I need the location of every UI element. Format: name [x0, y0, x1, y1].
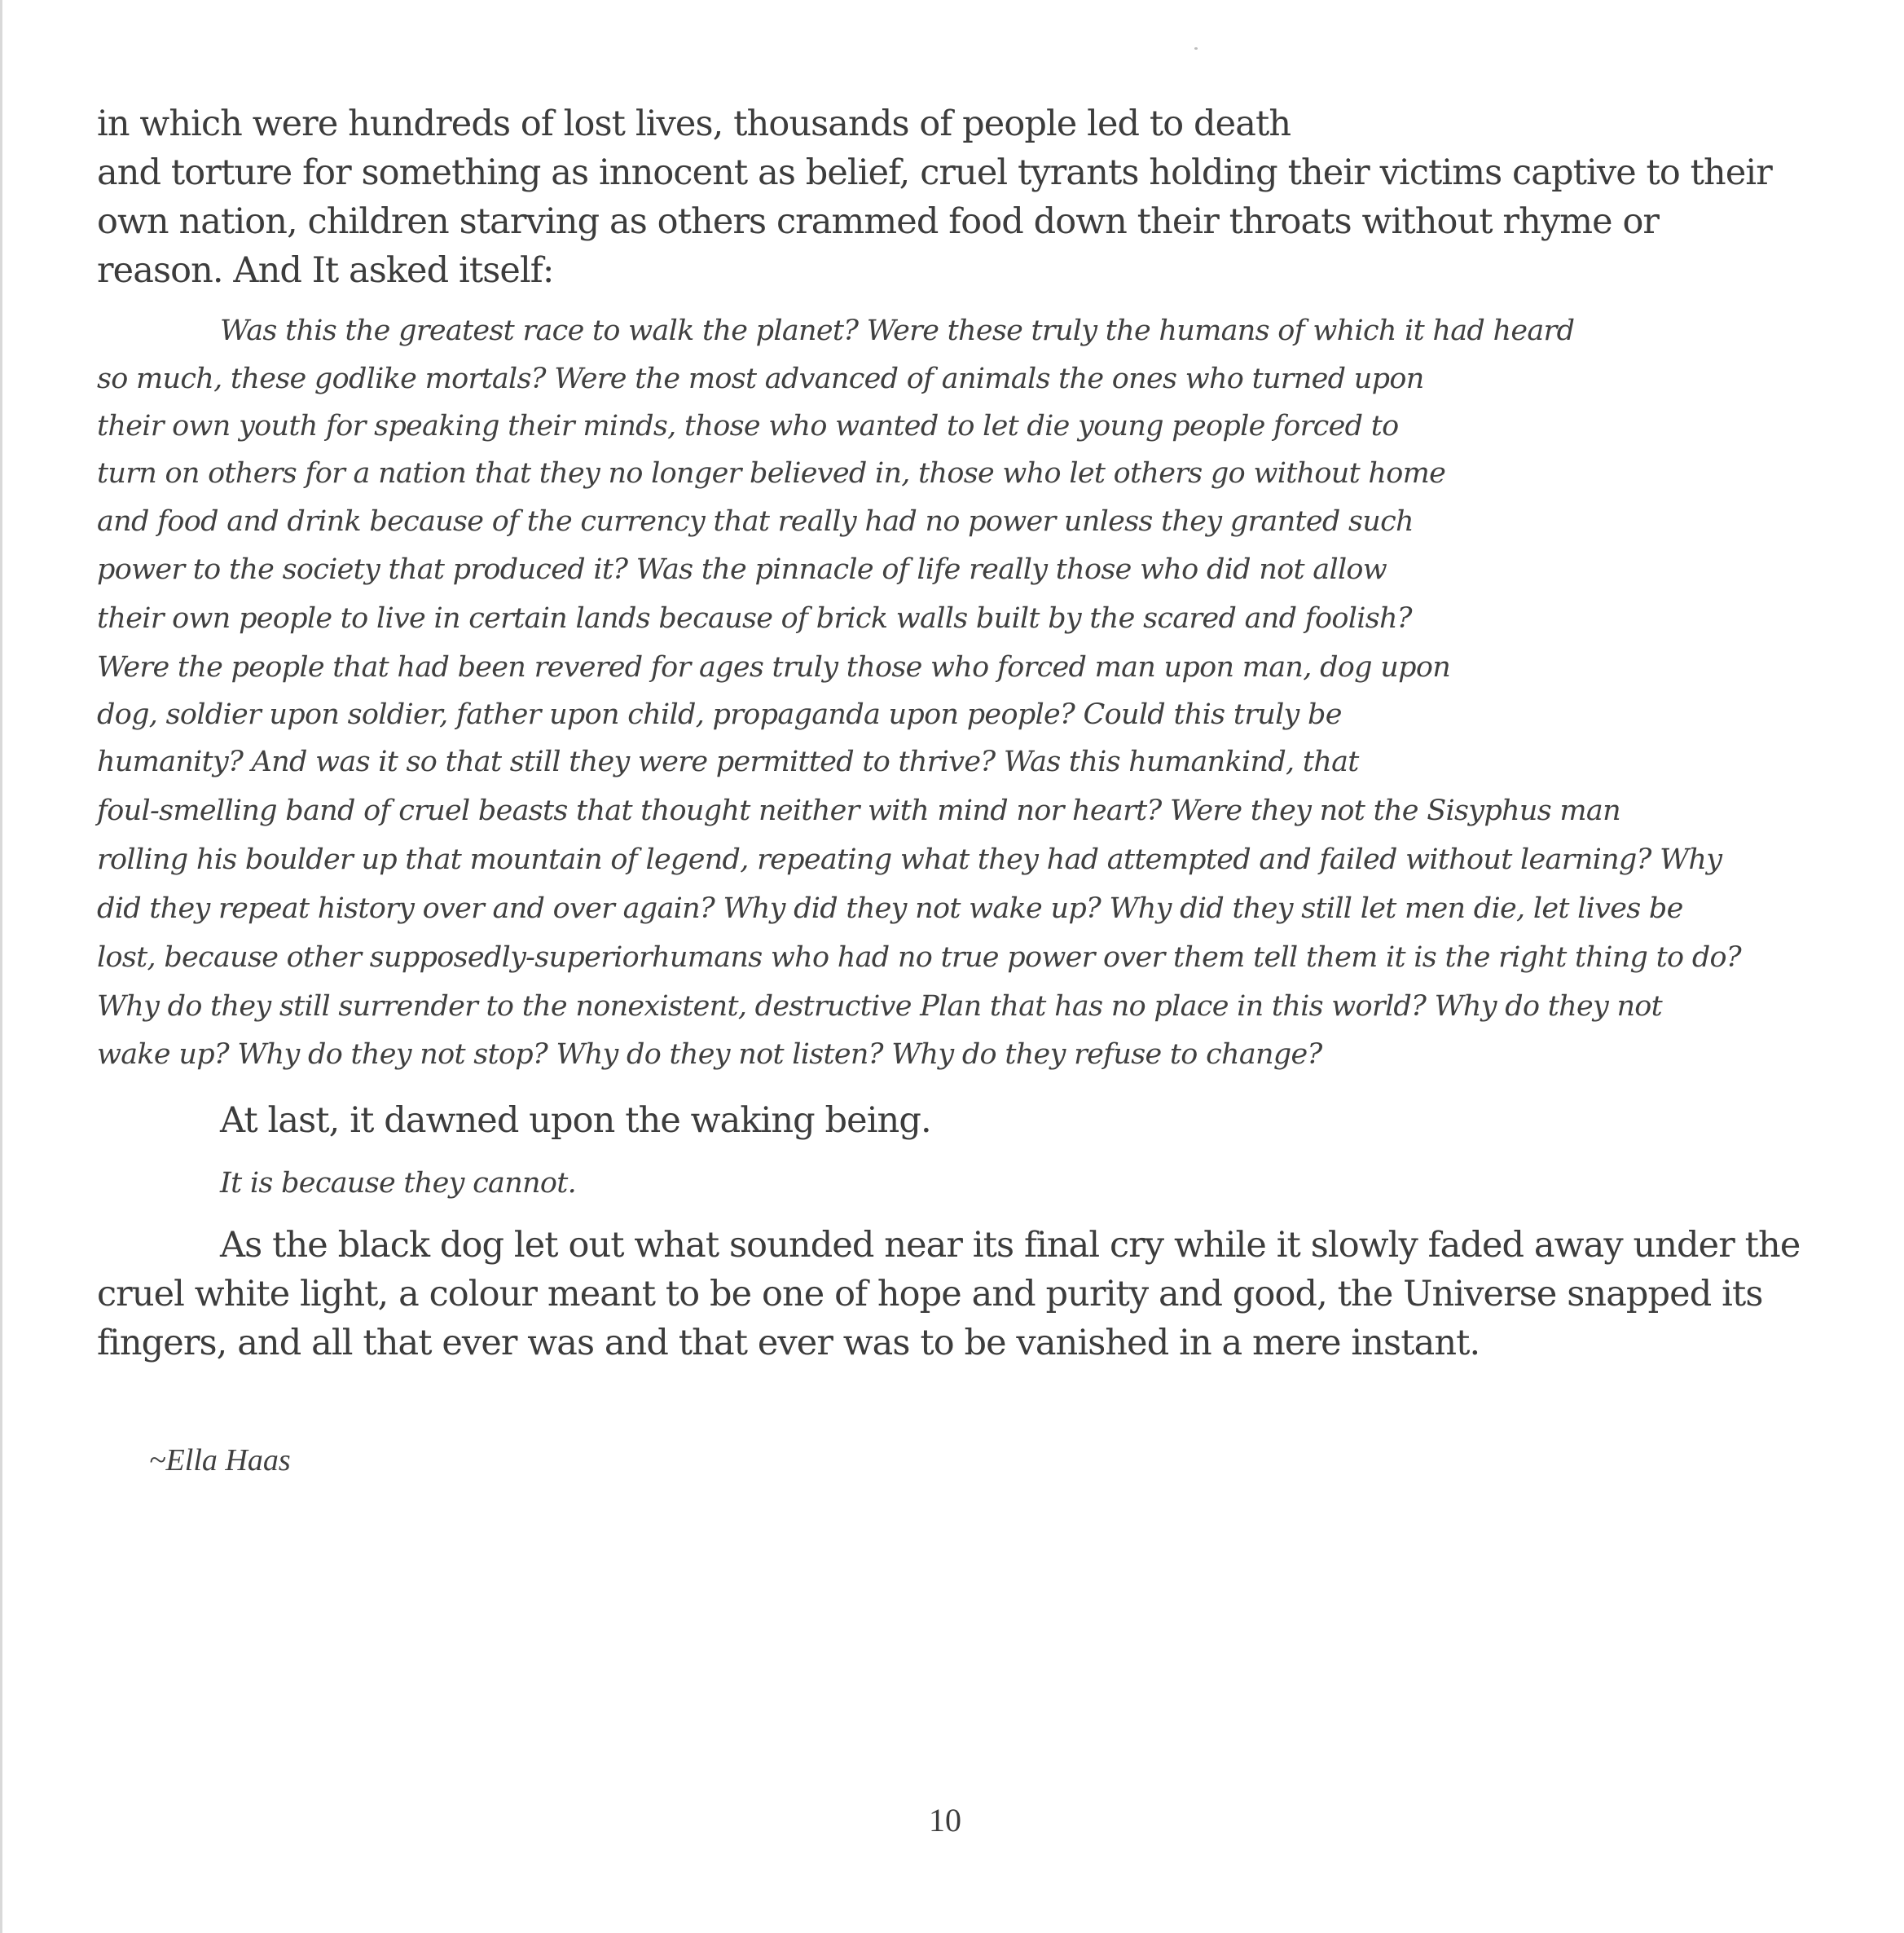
italic-passage-line: humanity? And was it so that still they were permitted to thrive? Was this humankind, that [97, 746, 1359, 778]
opening-line: in which were hundreds of lost lives, thousands of people led to death [97, 103, 1291, 144]
opening-line: own nation, children starving as others crammed food down their throats without rhyme or [97, 201, 1660, 242]
italic-passage-line: their own people to live in certain lands because of brick walls built by the scared and foolish? [97, 602, 1412, 635]
italic-passage-line: so much, these godlike mortals? Were the most advanced of animals the ones who turned upon [97, 363, 1424, 395]
page-number: 10 [929, 1802, 961, 1838]
closing-line: fingers, and all that ever was and that ever was to be vanished in a mere instant. [97, 1323, 1480, 1363]
italic-passage-line: and food and drink because of the currency that really had no power unless they granted such [97, 505, 1414, 538]
italic-passage-line: dog, soldier upon soldier, father upon child, propaganda upon people? Could this truly be [97, 698, 1342, 731]
author-signature: ~Ella Haas [149, 1443, 291, 1477]
italic-passage-line: did they repeat history over and over again? Why did they not wake up? Why did they still let men die, let lives be [97, 892, 1683, 925]
closing-line: As the black dog let out what sounded near its final cry while it slowly faded away under the [220, 1225, 1801, 1266]
italic-passage-line: power to the society that produced it? Was the pinnacle of life really those who did not allow [97, 553, 1387, 586]
italic-passage-line: foul-smelling band of cruel beasts that thought neither with mind nor heart? Were they not the Sisyphus man [97, 795, 1620, 827]
italic-passage-line: rolling his boulder up that mountain of legend, repeating what they had attempted and failed without learning? Why [97, 843, 1722, 876]
italic-passage-line: Were the people that had been revered for ages truly those who forced man upon man, dog upon [97, 651, 1451, 684]
answer-line: It is because they cannot. [220, 1167, 577, 1200]
dawn-line: At last, it dawned upon the waking being. [220, 1100, 931, 1141]
italic-passage-line: Was this the greatest race to walk the planet? Were these truly the humans of which it had heard [220, 315, 1575, 347]
italic-passage-line: wake up? Why do they not stop? Why do they not listen? Why do they refuse to change? [97, 1038, 1322, 1071]
closing-line: cruel white light, a colour meant to be one of hope and purity and good, the Universe snapped its [97, 1274, 1763, 1314]
opening-line: and torture for something as innocent as belief, cruel tyrants holding their victims captive to their [97, 152, 1772, 193]
opening-line: reason. And It asked itself: [97, 250, 554, 291]
italic-passage-line: turn on others for a nation that they no longer believed in, those who let others go without home [97, 457, 1446, 490]
italic-passage-line: Why do they still surrender to the nonexistent, destructive Plan that has no place in this world? Why do they not [97, 990, 1663, 1023]
italic-passage-line: their own youth for speaking their minds, those who wanted to let die young people forced to [97, 410, 1399, 443]
scan-speck [1194, 47, 1198, 50]
italic-passage-line: lost, because other supposedly-superiorhumans who had no true power over them tell them it is the right thing to do? [97, 941, 1741, 974]
page-edge [0, 0, 2, 1933]
